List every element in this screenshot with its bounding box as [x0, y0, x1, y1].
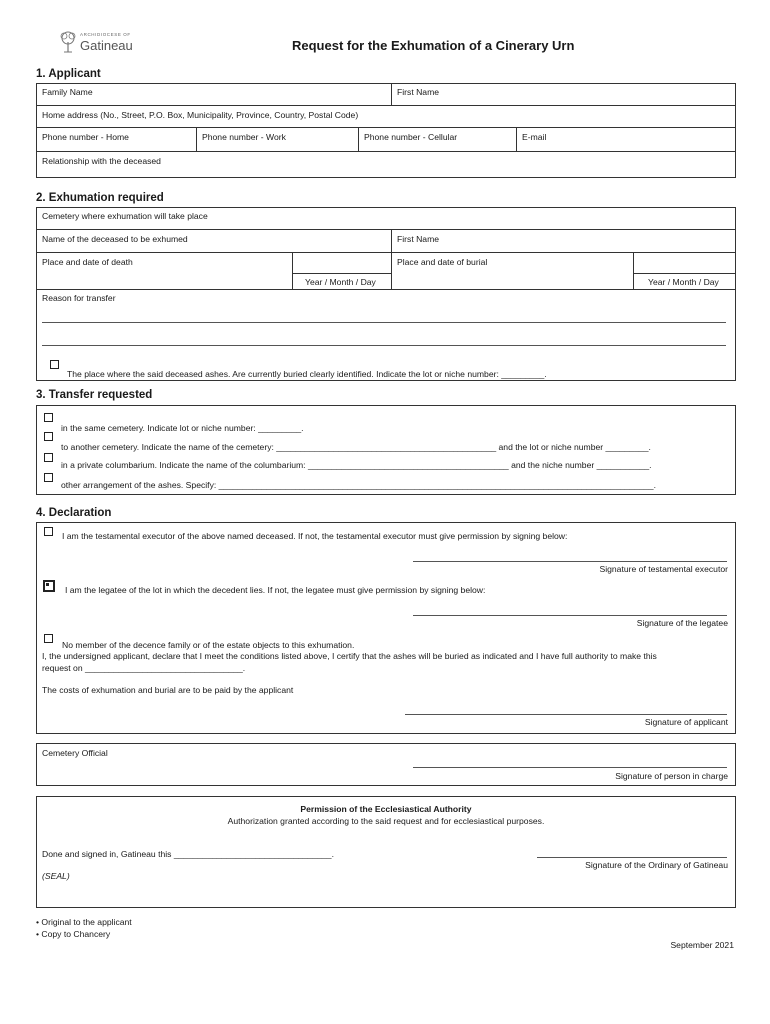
deceased-name-field[interactable]: Name of the deceased to be exhumed: [42, 234, 188, 244]
no-member-label: No member of the decence family or of the estate objects to this exhumation.: [62, 640, 355, 650]
burial-place-date-field[interactable]: Place and date of burial: [397, 257, 488, 267]
another-cemetery-label: to another cemetery. Indicate the name of the cemetery: ______________________________________________ and the lot or niche number _________.: [61, 442, 651, 452]
gatineau-logo: [58, 30, 158, 56]
legatee-signature-line[interactable]: [413, 615, 727, 616]
executor-label: I am the testamental executor of the above named deceased. If not, the testamental executor must give permission by signing below:: [62, 531, 568, 541]
no-member-checkbox[interactable]: [44, 634, 53, 643]
seal-label: (SEAL): [42, 871, 70, 881]
tree-icon: [58, 30, 78, 54]
costs-label: The costs of exhumation and burial are to be paid by the applicant: [42, 685, 294, 695]
columbarium-label: in a private columbarium. Indicate the name of the columbarium: __________________________________________ and the niche number ___________.: [61, 460, 652, 470]
phone-home-field[interactable]: Phone number - Home: [42, 132, 129, 142]
declaration-text-1: I, the undersigned applicant, declare that I meet the conditions listed above, I certify that the ashes will be buried as indicated and I have full authority to make this: [42, 651, 657, 661]
section-declaration-title: 4. Declaration: [36, 507, 112, 519]
phone-cell-field[interactable]: Phone number - Cellular: [364, 132, 458, 142]
deceased-first-name-field[interactable]: First Name: [397, 234, 440, 244]
another-cemetery-checkbox[interactable]: [44, 432, 53, 441]
section-transfer-title: 3. Transfer requested: [36, 389, 153, 401]
legatee-label: I am the legatee of the lot in which the decedent lies. If not, the legatee must give permission by signing below:: [65, 585, 486, 595]
footer-date: September 2021: [670, 940, 734, 950]
ordinary-signature-label: Signature of the Ordinary of Gatineau: [585, 860, 728, 870]
reason-line-2[interactable]: [42, 345, 726, 346]
identified-checkbox[interactable]: [50, 360, 59, 369]
applicant-signature-label: Signature of applicant: [644, 717, 728, 727]
official-signature-line[interactable]: [413, 767, 727, 768]
document-title: Request for the Exhumation of a Cinerary Urn: [292, 38, 575, 53]
done-signed-field[interactable]: Done and signed in, Gatineau this _________________________________.: [42, 849, 334, 859]
cemetery-field[interactable]: Cemetery where exhumation will take place: [42, 211, 208, 221]
columbarium-checkbox[interactable]: [44, 453, 53, 462]
legatee-signature-label: Signature of the legatee: [636, 618, 728, 628]
executor-signature-label: Signature of testamental executor: [599, 564, 728, 574]
executor-checkbox[interactable]: [44, 527, 53, 536]
footer-copy: • Copy to Chancery: [36, 929, 111, 939]
same-cemetery-label: in the same cemetery. Indicate lot or niche number: _________.: [61, 423, 304, 433]
reason-line-1[interactable]: [42, 322, 726, 323]
other-arrangement-label: other arrangement of the ashes. Specify: ___________________________________________________________________________________________.: [61, 480, 656, 490]
home-address-field[interactable]: Home address (No., Street, P.O. Box, Municipality, Province, Country, Postal Code): [42, 110, 359, 120]
declaration-text-2: request on _________________________________.: [42, 663, 246, 673]
relationship-field[interactable]: Relationship with the deceased: [42, 156, 161, 166]
death-ymd-label: Year / Month / Day: [305, 277, 376, 287]
permission-title: Permission of the Ecclesiastical Authority: [300, 804, 472, 814]
section-exhumation-title: 2. Exhumation required: [36, 192, 164, 204]
applicant-signature-line[interactable]: [405, 714, 727, 715]
phone-work-field[interactable]: Phone number - Work: [202, 132, 286, 142]
permission-subtitle: Authorization granted according to the said request and for ecclesiastical purposes.: [227, 816, 545, 826]
email-field[interactable]: E-mail: [522, 132, 547, 142]
executor-signature-line[interactable]: [413, 561, 727, 562]
other-arrangement-checkbox[interactable]: [44, 473, 53, 482]
family-name-field[interactable]: Family Name: [42, 87, 93, 97]
logo-text: Gatineau: [80, 38, 133, 53]
declaration-box: [36, 522, 736, 734]
burial-ymd-label: Year / Month / Day: [648, 277, 719, 287]
logo-subtext: ARCHIDIOCESE OF: [80, 32, 131, 37]
identified-label: The place where the said deceased ashes. Are currently buried clearly identified. Indicate the lot or niche number: _________.: [67, 369, 547, 379]
cemetery-official-label: Cemetery Official: [42, 748, 108, 758]
reason-label: Reason for transfer: [42, 293, 116, 303]
same-cemetery-checkbox[interactable]: [44, 413, 53, 422]
first-name-field[interactable]: First Name: [397, 87, 440, 97]
section-applicant-title: 1. Applicant: [36, 68, 101, 80]
legatee-checkbox[interactable]: [43, 580, 55, 592]
official-signature-label: Signature of person in charge: [615, 771, 728, 781]
footer-original: • Original to the applicant: [36, 917, 132, 927]
death-place-date-field[interactable]: Place and date of death: [42, 257, 133, 267]
ordinary-signature-line[interactable]: [537, 857, 727, 858]
